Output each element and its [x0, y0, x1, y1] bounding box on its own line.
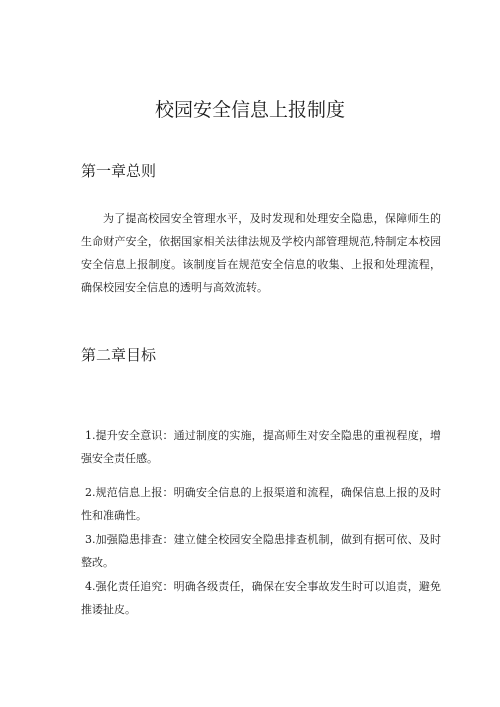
chapter-1-paragraph: 为了提高校园安全管理水平，及时发现和处理安全隐患，保障师生的生命财产安全，依据国家相关法律法规及学校内部管理规范,特制定本校园安全信息上报制度。该制度旨在规范安全信息的收集、上报和处理流程，确保校园安全信息的透明与高效流转。 — [81, 212, 441, 294]
goal-item-1-number: 1 — [85, 429, 92, 442]
goal-item-2-text: .规范信息上报：明确安全信息的上报渠道和流程，确保信息上报的及时性和准确性。 — [81, 486, 441, 522]
goal-item-4-number: 4 — [85, 580, 92, 593]
goal-item-3 — [81, 528, 441, 574]
chapter-2-heading: 第二章目标 — [81, 346, 157, 364]
goal-item-2-number: 2 — [85, 486, 92, 499]
goal-item-3-number: 3 — [85, 533, 92, 546]
goal-item-2 — [81, 481, 441, 527]
goal-item-4 — [81, 575, 441, 621]
goal-item-3-text: .加强隐患排查：建立健全校园安全隐患排查机制，做到有据可依、及时整改。 — [81, 533, 441, 569]
goal-item-4-text: .强化责任追究：明确各级责任，确保在安全事故发生时可以追责，避免推诿扯皮。 — [81, 580, 441, 616]
chapter-1-heading: 第一章总则 — [81, 162, 157, 180]
goal-item-1 — [81, 424, 441, 470]
document-title: 校园安全信息上报制度 — [154, 99, 345, 121]
goal-item-1-text: .提升安全意识：通过制度的实施，提高师生对安全隐患的重视程度，增强安全责任感。 — [81, 429, 441, 465]
